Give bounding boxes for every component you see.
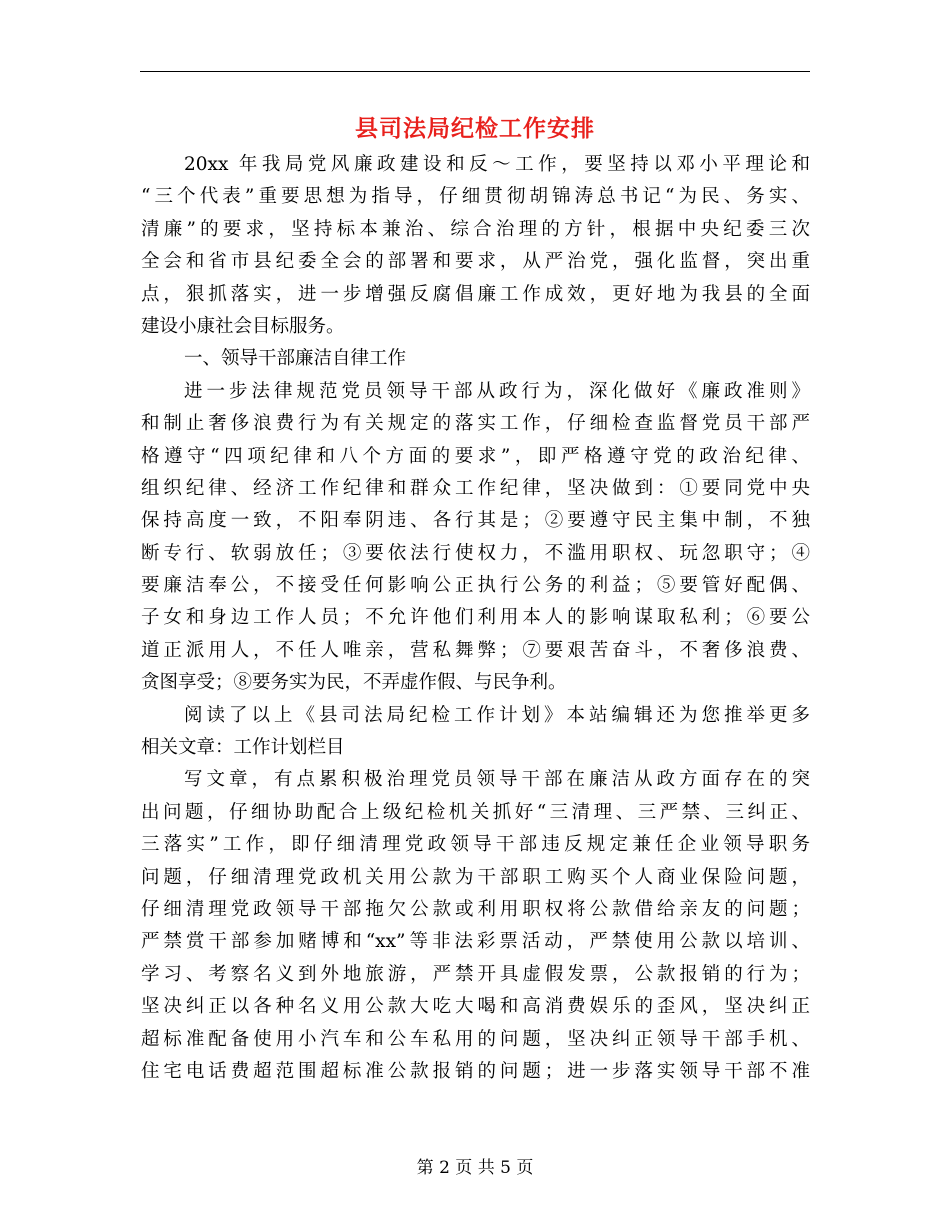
- paragraph-line: 相关文章：工作计划栏目: [141, 737, 345, 759]
- paragraph-line: 住宅电话费超范围超标准公款报销的问题；进一步落实领导干部不准: [141, 1060, 810, 1082]
- paragraph-line: 保持高度一致，不阳奉阴违、各行其是；②要遵守民主集中制，不独: [141, 510, 810, 532]
- paragraph-line: 三落实”工作，即仔细清理党政领导干部违反规定兼任企业领导职务: [141, 834, 810, 856]
- paragraph-line: 写文章，有点累积极治理党员领导干部在廉洁从政方面存在的突: [184, 769, 810, 791]
- document-body: [141, 149, 810, 1088]
- paragraph-line: “三个代表”重要思想为指导，仔细贯彻胡锦涛总书记“为民、务实、: [141, 186, 810, 208]
- paragraph-line: 出问题，仔细协助配合上级纪检机关抓好“三清理、三严禁、三纠正、: [141, 801, 810, 823]
- paragraph-line: 道正派用人，不任人唯亲，营私舞弊；⑦要艰苦奋斗，不奢侈浪费、: [141, 639, 810, 661]
- paragraph-line: 超标准配备使用小汽车和公车私用的问题，坚决纠正领导干部手机、: [141, 1028, 810, 1050]
- paragraph-line: 学习、考察名义到外地旅游，严禁开具虚假发票，公款报销的行为；: [141, 963, 810, 985]
- paragraph-line: 清廉”的要求，坚持标本兼治、综合治理的方针，根据中央纪委三次: [141, 218, 810, 240]
- paragraph-line: 建设小康社会目标服务。: [141, 315, 345, 337]
- paragraph-line: 严禁赏干部参加赌博和“xx”等非法彩票活动，严禁使用公款以培训、: [141, 931, 810, 953]
- paragraph-line: 进一步法律规范党员领导干部从政行为，深化做好《廉政准则》: [184, 380, 810, 402]
- paragraph-line: 阅读了以上《县司法局纪检工作计划》本站编辑还为您推举更多: [184, 704, 810, 726]
- page-number-footer: 第 2 页 共 5 页: [416, 1158, 534, 1178]
- paragraph-line: 断专行、软弱放任；③要依法行使权力，不滥用职权、玩忽职守；④: [141, 542, 810, 564]
- paragraph-line: 组织纪律、经济工作纪律和群众工作纪律，坚决做到：①要同党中央: [141, 477, 810, 499]
- header-rule: [140, 71, 810, 72]
- paragraph-line: 一、领导干部廉洁自律工作: [184, 348, 407, 370]
- paragraph-line: 点，狠抓落实，进一步增强反腐倡廉工作成效，更好地为我县的全面: [141, 283, 810, 305]
- paragraph-line: 格遵守“四项纪律和八个方面的要求”，即严格遵守党的政治纪律、: [141, 445, 810, 467]
- paragraph-line: 问题，仔细清理党政机关用公款为干部职工购买个人商业保险问题，: [141, 866, 810, 888]
- paragraph-line: 和制止奢侈浪费行为有关规定的落实工作，仔细检查监督党员干部严: [141, 413, 810, 435]
- paragraph-line: 仔细清理党政领导干部拖欠公款或利用职权将公款借给亲友的问题；: [141, 898, 810, 920]
- paragraph-line: 贪图享受；⑧要务实为民，不弄虚作假、与民争利。: [141, 672, 567, 694]
- paragraph-line: 要廉洁奉公，不接受任何影响公正执行公务的利益；⑤要管好配偶、: [141, 575, 810, 597]
- paragraph-line: 20xx 年我局党风廉政建设和反～工作，要坚持以邓小平理论和: [184, 154, 810, 175]
- document-title: 县司法局纪检工作安排: [355, 115, 595, 142]
- paragraph-line: 子女和身边工作人员；不允许他们利用本人的影响谋取私利；⑥要公: [141, 607, 810, 629]
- paragraph-line: 坚决纠正以各种名义用公款大吃大喝和高消费娱乐的歪风，坚决纠正: [141, 996, 810, 1018]
- paragraph-line: 全会和省市县纪委全会的部署和要求，从严治党，强化监督，突出重: [141, 251, 810, 273]
